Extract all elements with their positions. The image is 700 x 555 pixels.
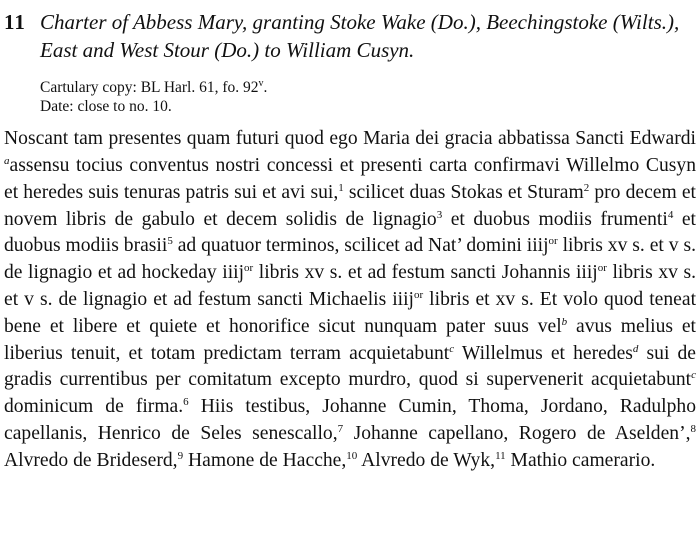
body-segment-text: assensu tocius conventus nostri concessi et presenti carta confirmavi Willelmo Cusyn et heredes suis tenuras patris sui et avi sui,	[4, 154, 696, 203]
footnote-marker: 3	[436, 208, 443, 221]
cartulary-copy	[40, 74, 696, 97]
charter-number: 11	[4, 10, 26, 34]
body-segment-text: et duobus modiis frumenti	[442, 208, 668, 230]
body-segment-text: et duobus modiis brasii	[4, 208, 696, 257]
body-segment-text: dominicum de firma.	[4, 396, 184, 418]
charter-date: Date: close to no. 10.	[40, 98, 172, 116]
textual-note-marker: d	[632, 342, 639, 355]
body-segment	[4, 450, 183, 471]
body-segment-text: libris xv s. et v s. de lignagio et ad festum sancti Michaelis iiij	[4, 262, 697, 310]
body-segment-text: ad quatuor terminos, scilicet ad Nat’ domini iiij	[172, 235, 549, 257]
body-segment	[173, 235, 558, 256]
charter-body	[4, 126, 696, 474]
footnote-marker: or	[414, 288, 424, 301]
body-segment	[506, 450, 656, 471]
body-segment-text: Mathio camerario.	[505, 449, 656, 471]
body-segment	[357, 450, 505, 471]
body-segment-text: pro decem et novem libris de gabulo et decem solidis de lignagio	[4, 181, 696, 230]
footnote-marker: 10	[346, 449, 358, 462]
footnote-marker: 4	[667, 208, 674, 221]
body-segment-text: Johanne capellano, Rogero de Aselden’,	[343, 422, 691, 444]
body-segment-text: Noscant tam presentes quam futuri quod ego Maria dei gracia abbatissa Sancti Edwardi	[4, 128, 696, 150]
body-segment	[454, 343, 638, 364]
footnote-marker: 8	[690, 422, 696, 435]
charter-heading	[4, 8, 696, 64]
body-segment	[183, 450, 357, 471]
textual-note-marker: c	[449, 342, 455, 355]
footnote-marker: or	[597, 262, 607, 275]
footnote-marker: 2	[583, 181, 590, 194]
body-segment	[442, 209, 673, 230]
footnote-marker: 1	[338, 181, 344, 194]
body-segment	[4, 396, 189, 417]
textual-note-marker: c	[691, 369, 696, 382]
body-segment-text: libris xv s. et v s. de lignagio et ad hockeday iiij	[4, 235, 697, 284]
footnote-marker: 7	[337, 422, 344, 435]
body-segment-text: Hamone de Hacche,	[183, 449, 347, 471]
cartulary-copy-sup: v	[258, 78, 264, 89]
body-segment	[343, 423, 696, 444]
body-segment-text: libris xv s. et ad festum sancti Johannis iiij	[253, 262, 598, 284]
body-segment-text: sui de gradis currentibus per comitatum excepto murdro, quod si supervenerit acquietabunt	[4, 342, 696, 391]
body-segment-text: Willelmus et heredes	[454, 342, 633, 364]
cartulary-copy-end: .	[263, 79, 268, 97]
footnote-marker: 5	[167, 235, 173, 248]
footnote-marker: 11	[495, 449, 506, 462]
textual-note-marker: a	[4, 154, 10, 167]
cartulary-copy-text: Cartulary copy: BL Harl. 61, fo. 92	[40, 79, 259, 97]
footnote-marker: or	[244, 262, 254, 275]
footnote-marker: 6	[183, 396, 189, 409]
body-segment	[253, 262, 607, 283]
body-segment-text: Alvredo de Wyk,	[357, 449, 496, 471]
charter-metadata	[40, 74, 696, 116]
charter-title: Charter of Abbess Mary, granting Stoke Wake (Do.), Beechingstoke (Wilts.), East and West Stour (Do.) to William Cusyn.	[40, 10, 680, 62]
body-segment-text: avus melius et liberius tenuit, et totam predictam terram acquietabunt	[4, 315, 696, 364]
textual-note-marker: b	[561, 315, 568, 328]
document-page	[4, 8, 696, 475]
footnote-marker: 9	[177, 449, 184, 462]
body-segment-text: libris et xv s. Et volo quod teneat bene et libere et quiete et honorifice sicut nunquam pater suus vel	[4, 288, 697, 337]
body-segment	[344, 182, 590, 203]
body-segment-text: Alvredo de Brideserd,	[4, 449, 178, 471]
body-segment-text: Hiis testibus, Johanne Cumin, Thoma, Jordano, Radulpho capellanis, Henrico de Seles senescallo,	[4, 396, 697, 444]
footnote-marker: or	[548, 235, 558, 248]
body-segment-text: scilicet duas Stokas et Sturam	[343, 181, 584, 203]
